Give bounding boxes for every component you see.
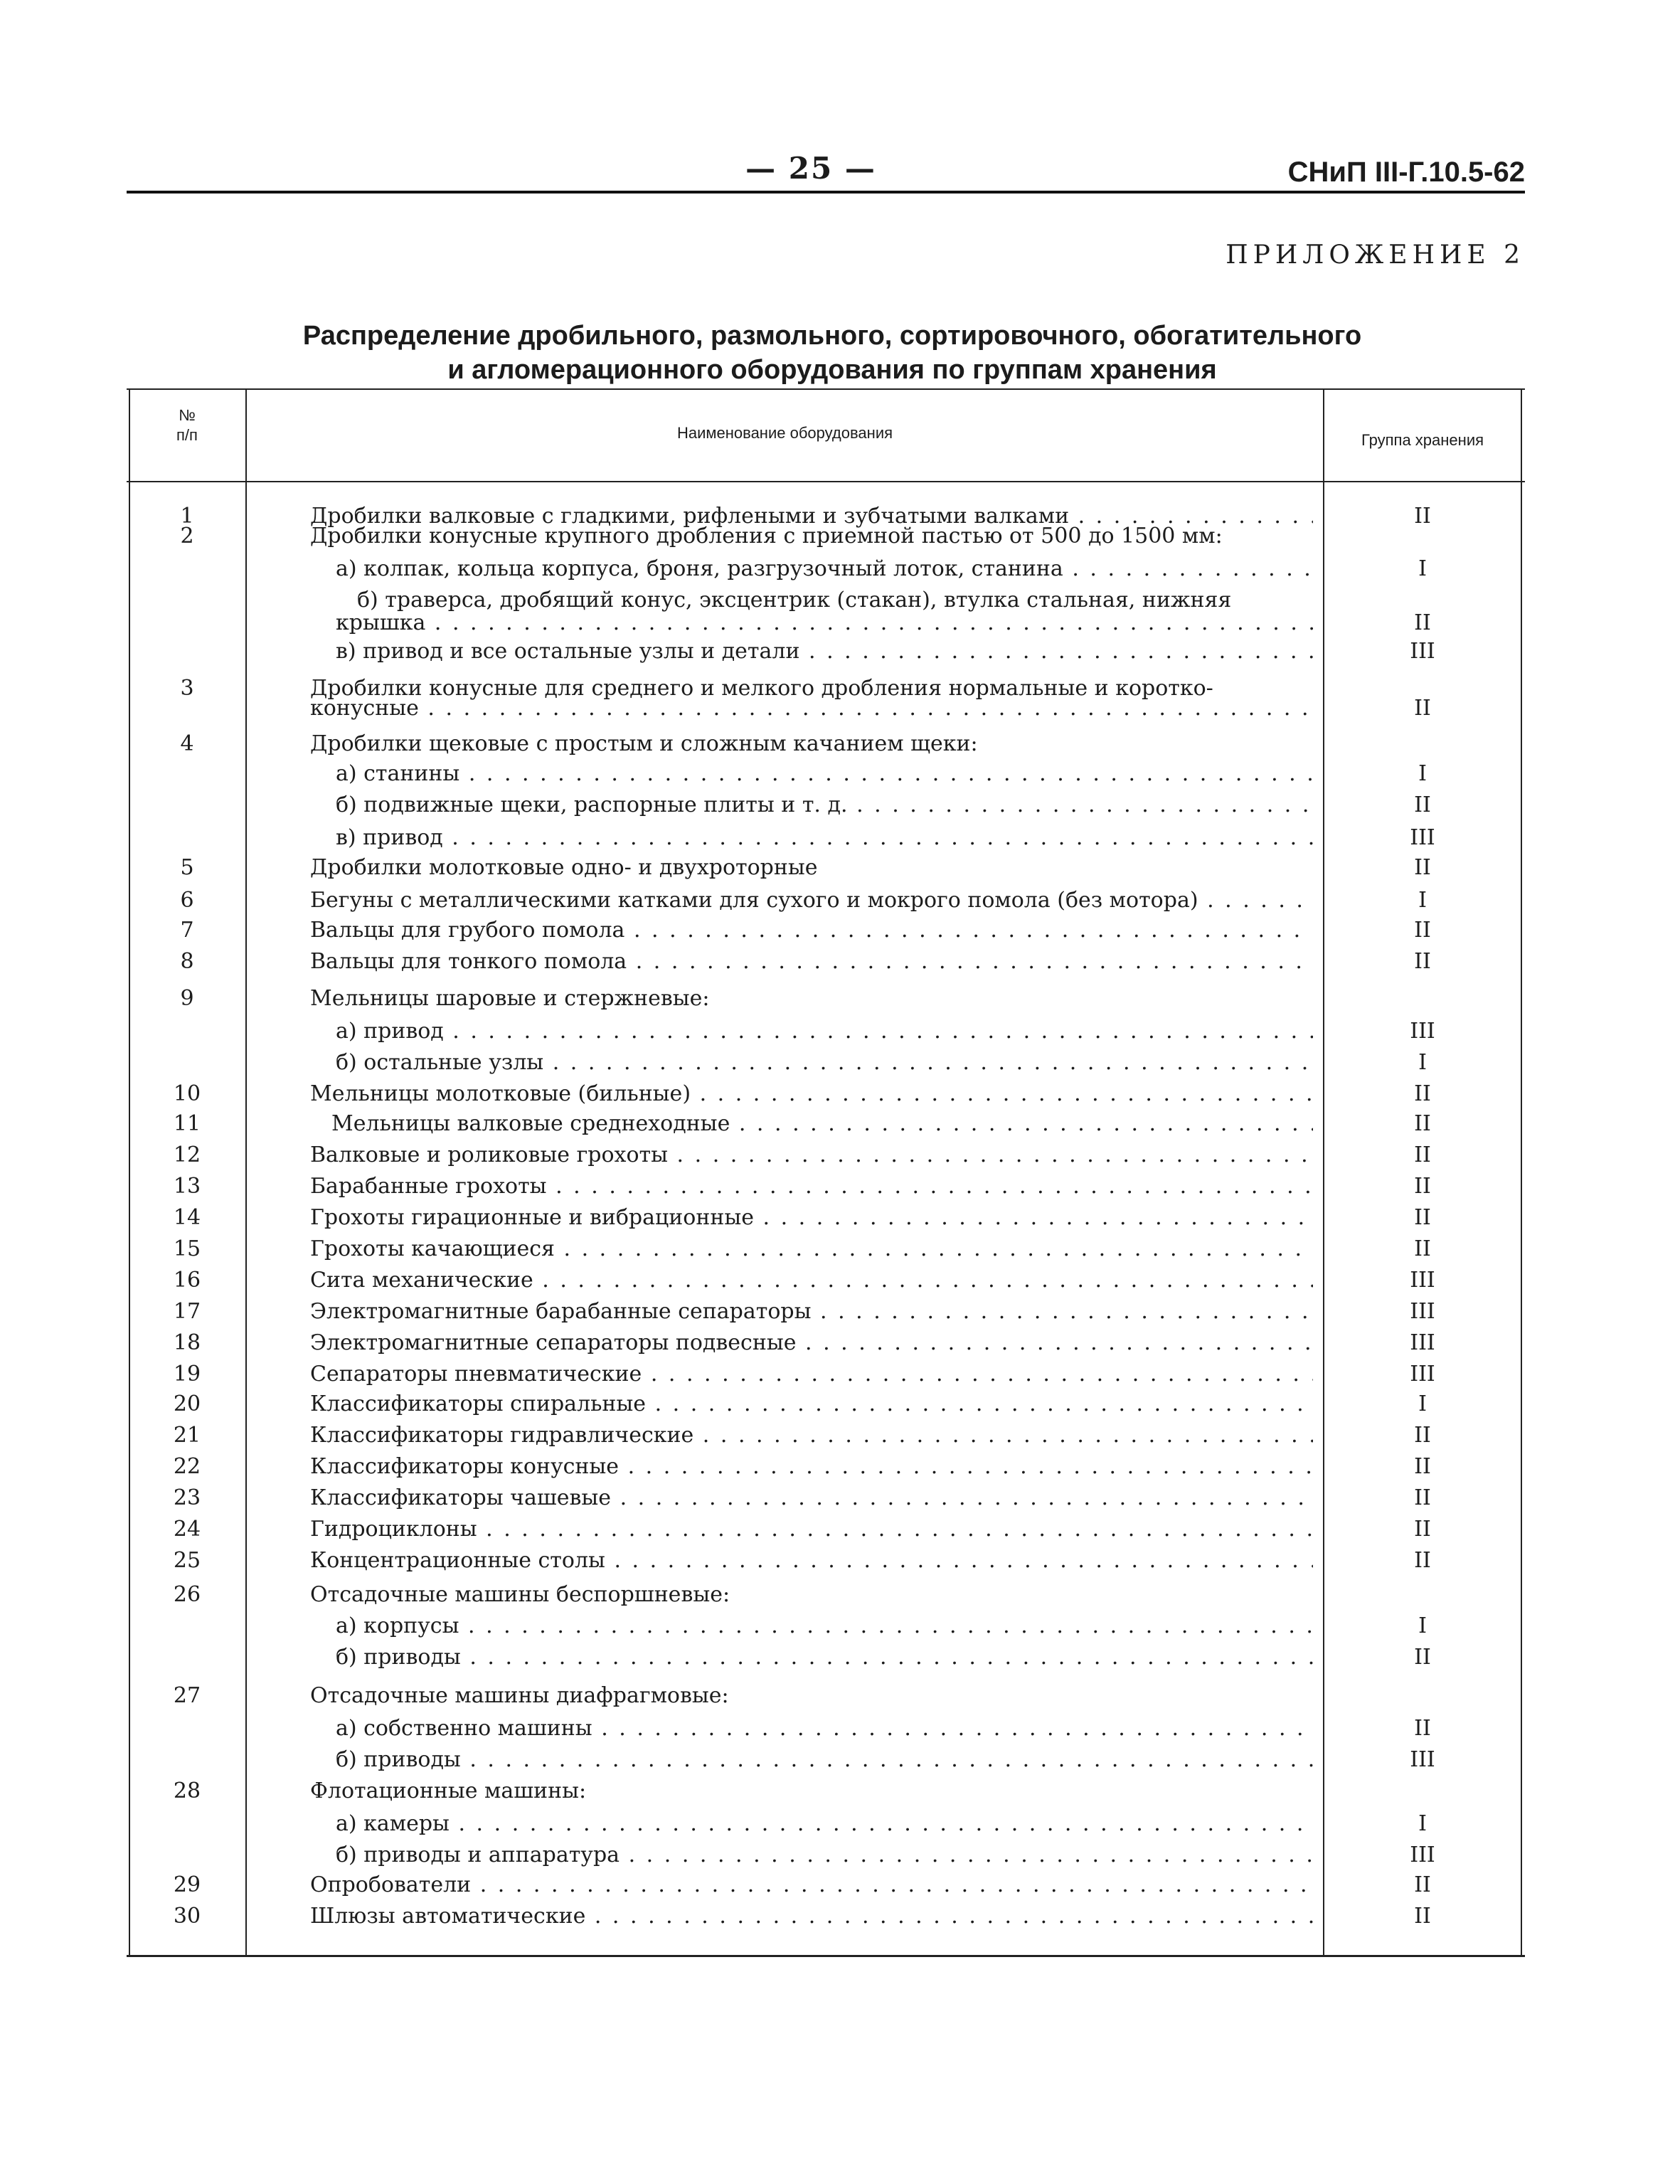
column-header-number-abbr: п/п [176, 426, 198, 444]
row-number: 2 [180, 524, 194, 548]
table-title-line-2: и агломерационного оборудования по группам хранения [447, 355, 1217, 385]
row-number: 4 [180, 731, 194, 756]
storage-group: I [1418, 1613, 1427, 1638]
table-top-rule [127, 388, 1525, 390]
equipment-name: Шлюзы автоматические . . . [310, 1904, 1313, 1929]
equipment-name: Дробилки валковые с гладкими, рифлеными и зубчатыми валками . . . [310, 504, 1313, 529]
storage-group: I [1418, 1811, 1427, 1836]
storage-group: II [1414, 504, 1431, 529]
equipment-name: крышка . . . [336, 610, 1313, 635]
equipment-name: Барабанные грохоты . . . [310, 1174, 1313, 1199]
equipment-name: Гидроциклоны . . . [310, 1517, 1313, 1542]
equipment-name: б) приводы . . . [336, 1747, 1313, 1772]
equipment-name: Бегуны с металлическими катками для сухого и мокрого помола (без мотора) . . . [310, 888, 1313, 913]
storage-group: III [1410, 1747, 1435, 1772]
equipment-name: Отсадочные машины диафрагмовые: [310, 1683, 729, 1708]
row-number: 7 [180, 918, 194, 943]
equipment-name: Мельницы шаровые и стержневые: [310, 986, 710, 1011]
equipment-name: Классификаторы чашевые . . . [310, 1485, 1313, 1510]
storage-group: II [1414, 1236, 1431, 1261]
table-title-line-1: Распределение дробильного, размольного, сортировочного, обогатительного [302, 321, 1362, 351]
row-number: 1 [180, 504, 194, 529]
equipment-name: Классификаторы спиральные . . . [310, 1391, 1313, 1416]
storage-group: I [1418, 556, 1427, 581]
equipment-name: Дробилки конусные для среднего и мелкого дробления нормальные и коротко- [310, 676, 1213, 701]
storage-group: II [1414, 1423, 1431, 1448]
row-number: 26 [173, 1582, 201, 1607]
equipment-name: Сепараторы пневматические . . . [310, 1362, 1313, 1387]
equipment-name: а) камеры . . . [336, 1811, 1313, 1836]
row-number: 30 [173, 1904, 201, 1929]
storage-group: III [1410, 1268, 1435, 1293]
row-number: 15 [173, 1236, 201, 1261]
storage-group: III [1410, 639, 1435, 664]
equipment-name: Опробователи . . . [310, 1872, 1313, 1897]
storage-group: III [1410, 1362, 1435, 1387]
row-number: 12 [173, 1143, 201, 1167]
table-right-border [1521, 390, 1522, 1955]
row-number: 10 [173, 1081, 201, 1106]
equipment-name: Дробилки молотковые одно- и двухроторные [310, 855, 818, 880]
equipment-name: Валковые и роликовые грохоты . . . [310, 1143, 1313, 1167]
document-code: СНиП III-Г.10.5-62 [1287, 157, 1525, 188]
equipment-name: Мельницы валковые среднеходные . . . [331, 1111, 1313, 1136]
storage-group: II [1414, 1205, 1431, 1230]
row-number: 27 [173, 1683, 201, 1708]
row-number: 3 [180, 676, 194, 701]
equipment-name: Электромагнитные сепараторы подвесные . . . [310, 1330, 1313, 1355]
table-column-divider-2 [1323, 390, 1324, 1955]
equipment-name: Вальцы для грубого помола . . . [310, 918, 1313, 943]
row-number: 25 [173, 1548, 201, 1573]
storage-group: II [1414, 1517, 1431, 1542]
storage-group: II [1414, 1454, 1431, 1479]
row-number: 29 [173, 1872, 201, 1897]
storage-group: II [1414, 1485, 1431, 1510]
row-number: 14 [173, 1205, 201, 1230]
storage-group: III [1410, 1330, 1435, 1355]
storage-group: II [1414, 1174, 1431, 1199]
row-number: 19 [173, 1362, 201, 1387]
row-number: 6 [180, 888, 194, 913]
storage-group: III [1410, 1843, 1435, 1867]
equipment-name: Классификаторы гидравлические . . . [310, 1423, 1313, 1448]
storage-group: I [1418, 1391, 1427, 1416]
equipment-name: Флотационные машины: [310, 1779, 587, 1803]
table-header-rule [127, 481, 1525, 482]
row-number: 8 [180, 949, 194, 974]
row-number: 9 [180, 986, 194, 1011]
row-number: 23 [173, 1485, 201, 1510]
storage-group: II [1414, 1716, 1431, 1741]
equipment-name: а) колпак, кольца корпуса, броня, разгрузочный лоток, станина . . . [336, 556, 1313, 581]
appendix-label: ПРИЛОЖЕНИЕ 2 [1226, 240, 1525, 270]
equipment-name: Грохоты гирационные и вибрационные . . . [310, 1205, 1313, 1230]
equipment-name: б) приводы и аппаратура . . . [336, 1843, 1313, 1867]
storage-group: II [1414, 918, 1431, 943]
row-number: 11 [173, 1111, 201, 1136]
storage-group: I [1418, 888, 1427, 913]
table-left-border [129, 390, 130, 1955]
storage-group: II [1414, 1081, 1431, 1106]
equipment-name: Отсадочные машины беспоршневые: [310, 1582, 730, 1607]
row-number: 20 [173, 1391, 201, 1416]
storage-group: II [1414, 1904, 1431, 1929]
storage-group: II [1414, 949, 1431, 974]
equipment-name: Дробилки щековые с простым и сложным качанием щеки: [310, 731, 978, 756]
row-number: 5 [180, 855, 194, 880]
storage-group: II [1414, 696, 1431, 721]
equipment-name: в) привод и все остальные узлы и детали . . . [336, 639, 1313, 664]
storage-group: II [1414, 855, 1431, 880]
storage-group: II [1414, 610, 1431, 635]
equipment-name: Вальцы для тонкого помола . . . [310, 949, 1313, 974]
storage-group: III [1410, 1019, 1435, 1044]
equipment-name: конусные . . . [310, 696, 1313, 721]
equipment-name: Грохоты качающиеся . . . [310, 1236, 1313, 1261]
equipment-name: Мельницы молотковые (бильные) . . . [310, 1081, 1313, 1106]
storage-group: III [1410, 1299, 1435, 1324]
column-header-number [130, 405, 244, 445]
row-number: 17 [173, 1299, 201, 1324]
storage-group: II [1414, 1548, 1431, 1573]
row-number: 24 [173, 1517, 201, 1542]
table-column-divider-1 [245, 390, 247, 1955]
equipment-name: Классификаторы конусные . . . [310, 1454, 1313, 1479]
row-number: 18 [173, 1330, 201, 1355]
equipment-name: а) корпусы . . . [336, 1613, 1313, 1638]
equipment-name: Сита механические . . . [310, 1268, 1313, 1293]
row-number: 28 [173, 1779, 201, 1803]
storage-group: III [1410, 825, 1435, 850]
column-header-number-sign: № [179, 406, 196, 424]
equipment-name: а) собственно машины . . . [336, 1716, 1313, 1741]
equipment-name: а) станины . . . [336, 761, 1313, 786]
equipment-name: б) подвижные щеки, распорные плиты и т. д. . . . [336, 793, 1313, 817]
equipment-name: Электромагнитные барабанные сепараторы . . . [310, 1299, 1313, 1324]
row-number: 16 [173, 1268, 201, 1293]
equipment-name: б) приводы . . . [336, 1645, 1313, 1670]
table-title [213, 319, 1451, 387]
storage-group: I [1418, 1050, 1427, 1075]
row-number: 13 [173, 1174, 201, 1199]
equipment-name: в) привод . . . [336, 825, 1313, 850]
storage-group: II [1414, 1111, 1431, 1136]
storage-group: II [1414, 793, 1431, 817]
column-header-group: Группа хранения [1361, 431, 1484, 449]
row-number: 22 [173, 1454, 201, 1479]
equipment-name: а) привод . . . [336, 1019, 1313, 1044]
storage-group: II [1414, 1143, 1431, 1167]
equipment-name: б) остальные узлы . . . [336, 1050, 1313, 1075]
page-number: — 25 — [745, 151, 876, 186]
row-number: 21 [173, 1423, 201, 1448]
table-bottom-rule [127, 1955, 1525, 1957]
storage-group: II [1414, 1872, 1431, 1897]
storage-group: II [1414, 1645, 1431, 1670]
column-header-name: Наименование оборудования [676, 424, 893, 442]
storage-group: I [1418, 761, 1427, 786]
equipment-name: б) траверса, дробящий конус, эксцентрик (стакан), втулка стальная, нижняя [357, 588, 1232, 613]
equipment-name: Дробилки конусные крупного дробления с приемной пастью от 500 до 1500 мм: [310, 524, 1223, 548]
equipment-name: Концентрационные столы . . . [310, 1548, 1313, 1573]
header-rule [127, 191, 1525, 194]
